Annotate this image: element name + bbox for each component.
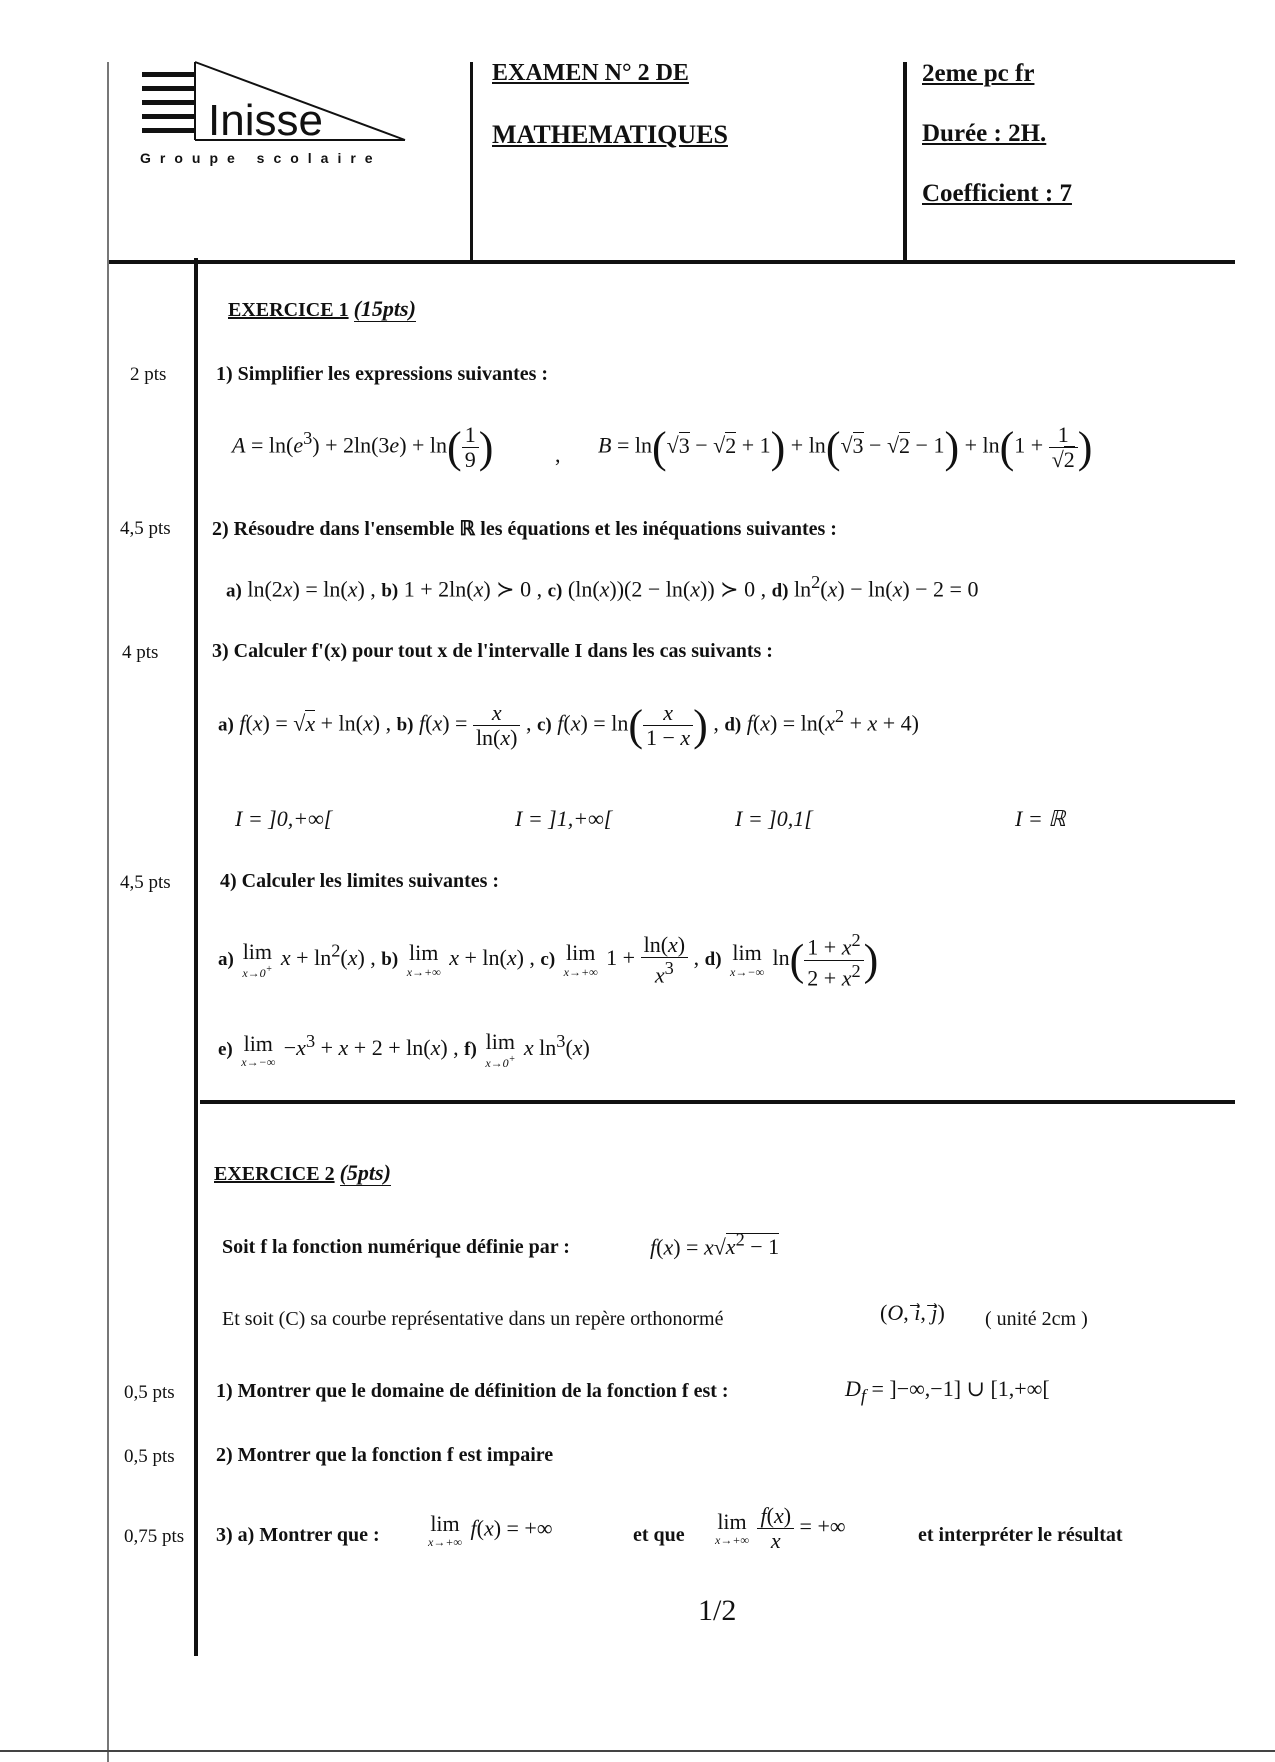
exam-title-line1: EXAMEN N° 2 DE [492,60,689,86]
exam-coefficient: Coefficient : 7 [922,180,1072,207]
ex1-q4-points: 4,5 pts [120,872,171,893]
ex1-q3-functions: a) f(x) = √x + ln(x) , b) f(x) = $\frac{x}{\ln(x)}$ , c) f(x) = ln( $\frac{x}{1 - x}$ ) , d) $f(x) = \ln(x^2 + x + 4)$ [218,699,919,750]
logo-subtitle: Groupe scolaire [140,150,382,166]
ex2-title: EXERCICE 2 [214,1163,335,1185]
ex1-q1-points: 2 pts [130,364,167,385]
ex1-q1-expression-B: B = ln(√3 − √2 + 1) + ln(√3 − √2 − 1) + ln(1 + $\frac{1}{√2}$ ) [598,421,1093,472]
ex2-q3-points: 0,75 pts [124,1526,185,1547]
ex1-q2-equations: a) ln(2x) = ln(x) , b) 1 + 2ln(x) ≻ 0 , c) (ln(x))(2 − ln(x)) ≻ 0 , d) $\ln^2(x) - \ln(x) - 2 = 0$ [226,572,979,602]
ex1-q3-interval-a: I = ]0,+∞[ [235,806,333,831]
exam-title-line2: MATHEMATIQUES [492,120,728,149]
ex1-q4-text: 4) Calculer les limites suivantes : [220,870,500,892]
ex1-q3-interval-c: I = ]0,1[ [735,806,813,831]
ex1-q1-comma: , [555,442,561,467]
ex1-q3-interval-b: I = ]1,+∞[ [515,806,613,831]
ex2-q1-text: 1) Montrer que le domaine de définition de la fonction f est : [216,1380,729,1402]
ex2-q2-points: 0,5 pts [124,1446,175,1467]
ex1-q3-points: 4 pts [122,642,159,663]
ex2-q3-limit-1: lim x→+∞ f(x) = +∞ [428,1511,553,1550]
ex2-q1-points: 0,5 pts [124,1382,175,1403]
header-divider-2 [903,62,907,262]
ex2-q2-text: 2) Montrer que la fonction f est impaire [216,1444,554,1466]
ex1-q3-text: 3) Calculer f'(x) pour tout x de l'intervalle I dans les cas suivants : [212,640,773,662]
exam-class: 2eme pc fr [922,60,1035,87]
ex2-q3-text-c: et interpréter le résultat [918,1524,1123,1546]
ex1-q3-interval-d: I = ℝ [1015,806,1066,831]
ex1-q2-text: 2) Résoudre dans l'ensemble ℝ les équations et les inéquations suivantes : [212,518,837,540]
ex2-points: (5pts) [339,1160,391,1185]
ex1-q1-text: 1) Simplifier les expressions suivantes : [216,363,549,385]
ex1-q2-points: 4,5 pts [120,518,171,539]
ex1-q1-expression-A: $A = \ln(e^3) + 2\ln(3e) + \ln$( $\frac{1}{9}$ ) [232,421,494,472]
ex2-q1-domain: $D_f = ]-\infty,-1$] ∪ [1,+∞[ [845,1376,1050,1406]
ex1-q4-limits-row1: a) lim x→0+ $x + \ln^2(x)$ , b) lim x→+∞ x + ln(x) , c) lim x→+∞ 1 + $\frac{\ln(x)}{x^3}$ , d) lim x→−∞ ln( $\frac{1 + x^2}{2 + x^2}$ ) [218,930,879,990]
ex2-intro-line1: Soit f la fonction numérique définie par : [222,1236,570,1258]
ex2-q3-text-a: 3) a) Montrer que : [216,1524,380,1546]
ex1-points: (15pts) [353,296,416,321]
exam-duration: Durée : 2H. [922,120,1047,147]
header-divider-1 [470,62,473,262]
ex1-title: EXERCICE 1 [228,299,349,321]
ex2-q3-limit-2: lim x→+∞ $\frac{f(x)}{x}$ = +∞ [715,1503,846,1554]
ex1-heading [228,296,416,322]
header-bottom-rule [108,260,1235,264]
ex1-q4-limits-row2: e) lim x→−∞ $-x^3 + x + 2 + \ln(x)$ , f) lim x→0+ x $\ln^3(x)$ [218,1029,590,1071]
ex2-q3-text-b: et que [633,1524,685,1546]
logo [140,60,420,170]
ex2-intro-line2: Et soit (C) sa courbe représentative dans un repère orthonormé [222,1308,724,1330]
exercise-separator [200,1100,1235,1104]
logo-name: Inisse [208,96,323,145]
ex2-function-definition: $f(x) = x√x^2 - 1$ [650,1230,780,1260]
bottom-edge-rule [0,1750,1275,1752]
ex2-frame: (O, i⃗, j⃗) [880,1300,945,1325]
ex2-unit: ( unité 2cm ) [985,1308,1088,1330]
page-number: 1/2 [698,1594,737,1627]
ex2-heading [214,1160,391,1186]
page-edge-rule [107,62,109,1762]
